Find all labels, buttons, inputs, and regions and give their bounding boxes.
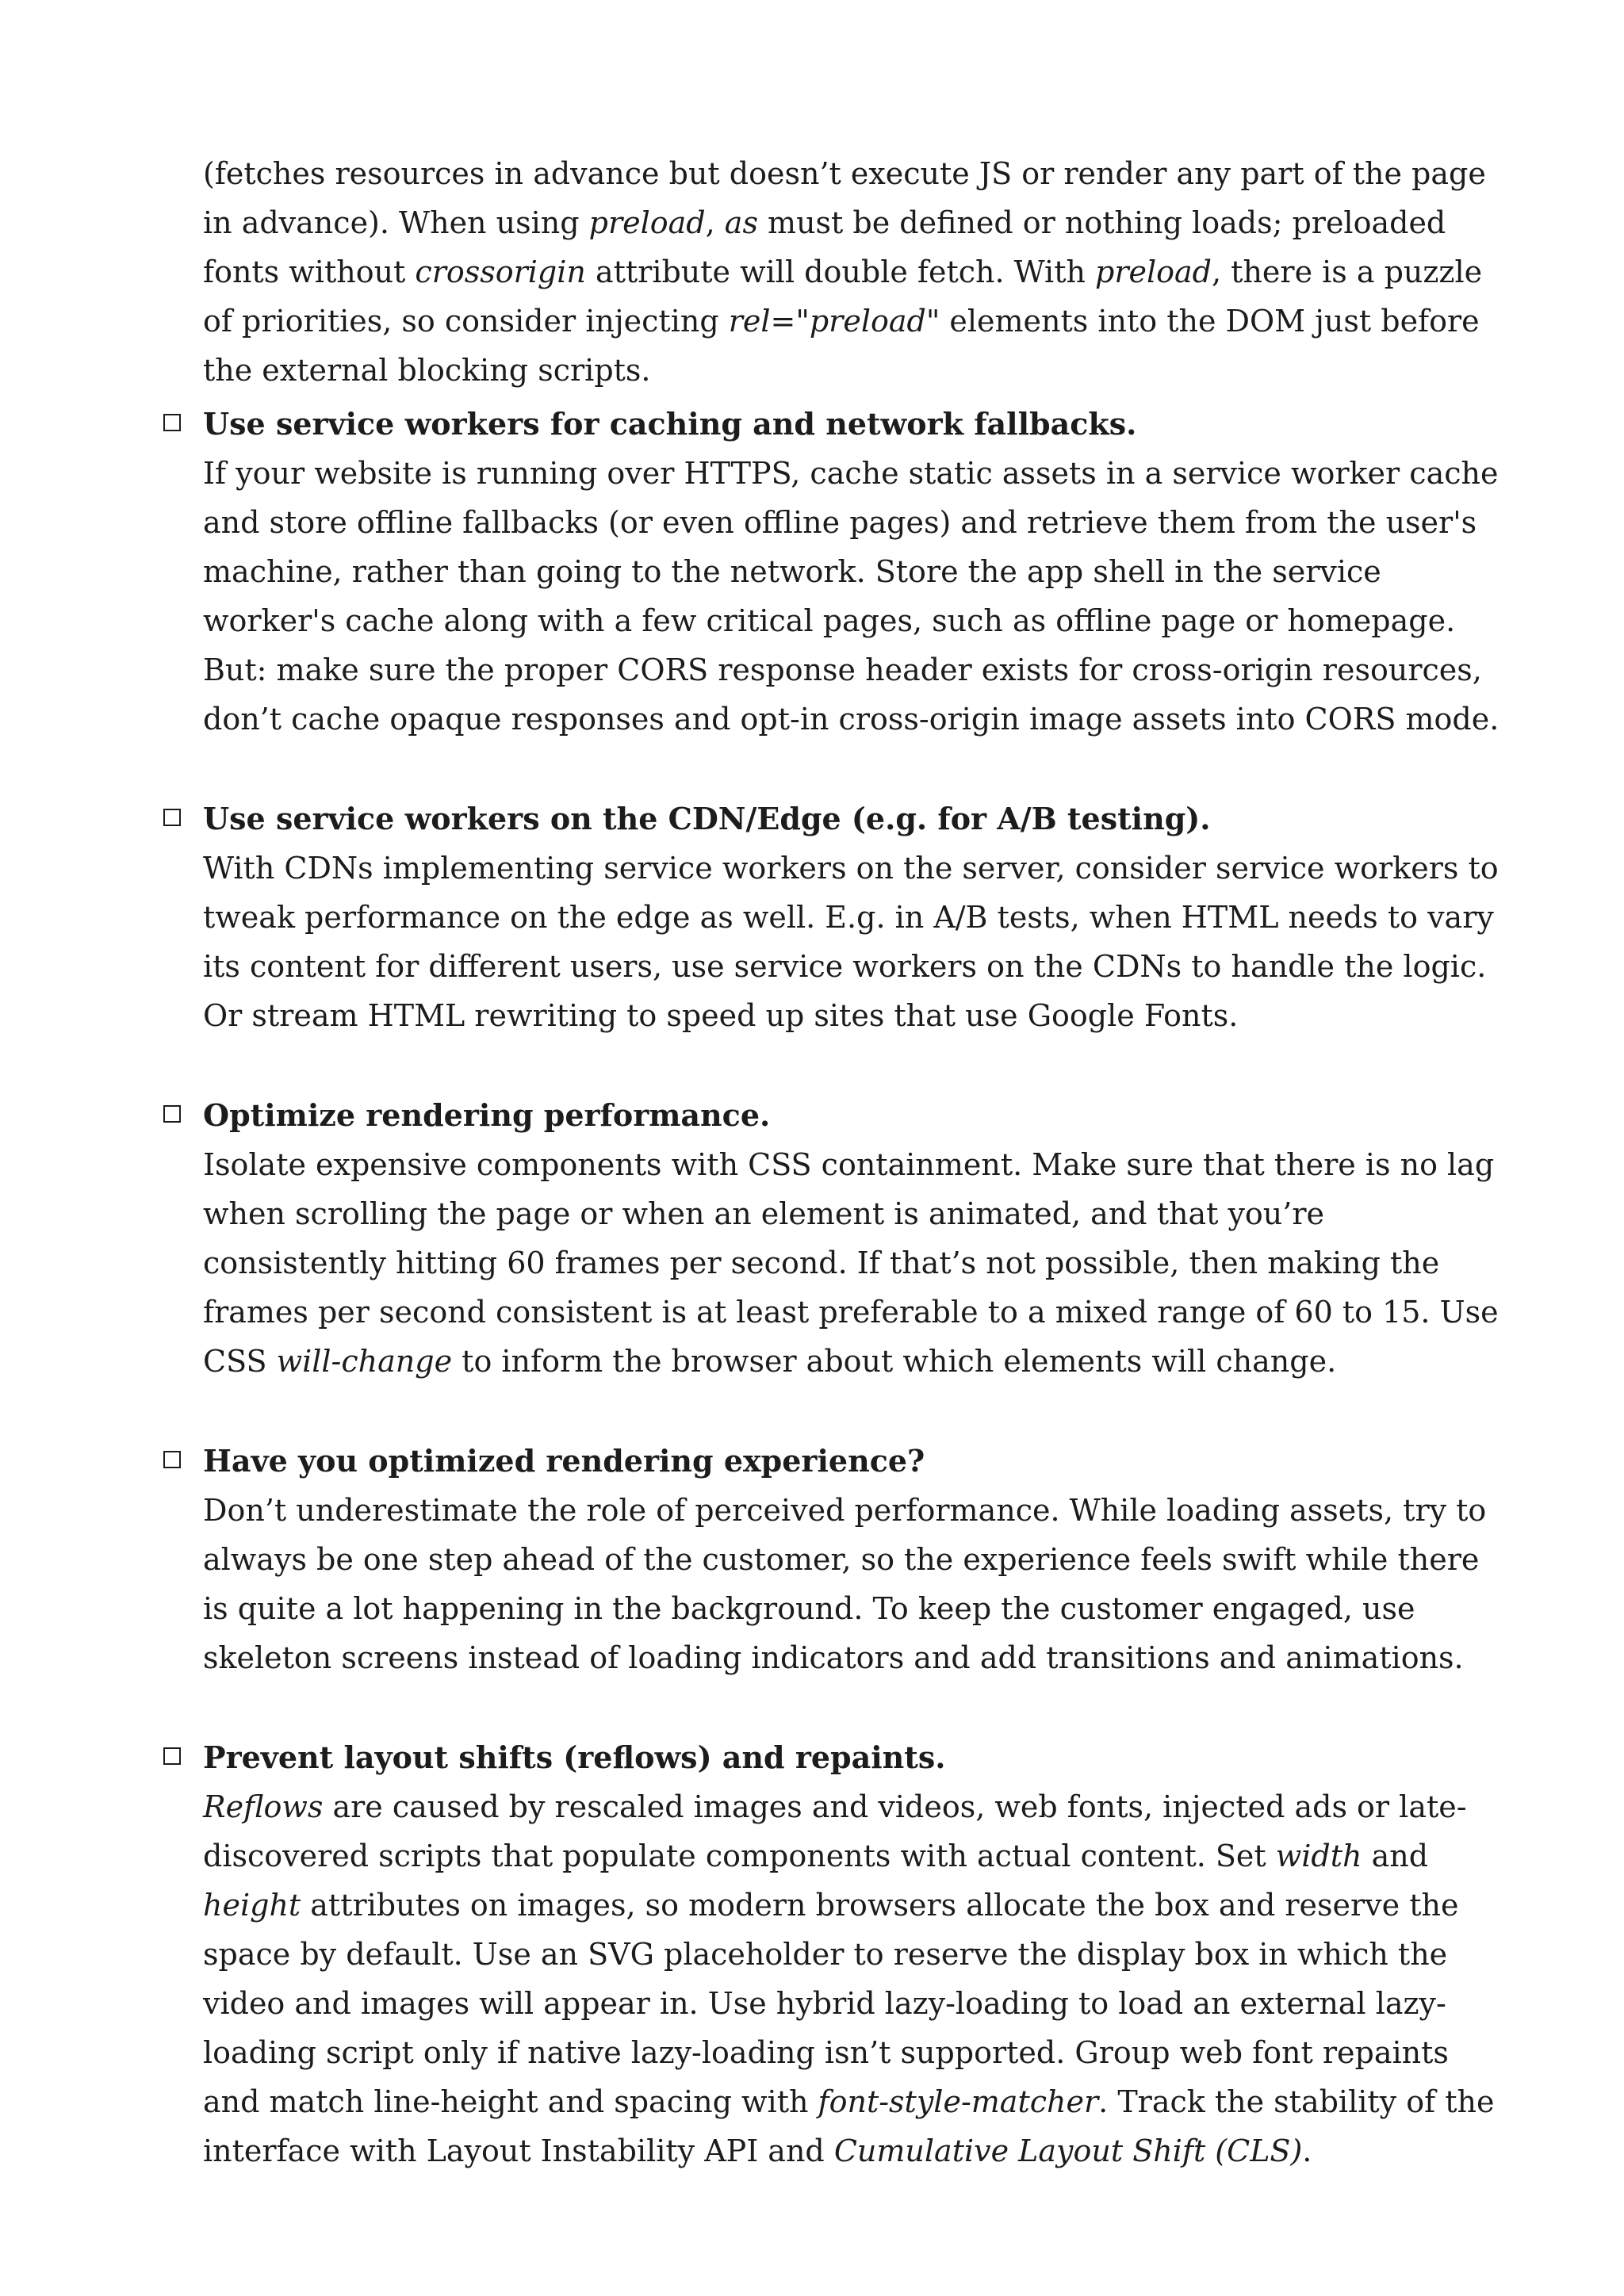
description-emphasis: font-style-matcher (818, 2084, 1099, 2119)
checklist-item-header (159, 1733, 1507, 1782)
description-text: and (1362, 1839, 1429, 1873)
description-text: to inform the browser about which elements will change. (452, 1344, 1337, 1379)
description-text: are caused by rescaled images and videos, web fonts, injected ads or late-discovered scripts that populate components with actual content. Set (203, 1789, 1467, 1873)
checklist-item-title: Use service workers on the CDN/Edge (e.g. for A/B testing). (203, 801, 1211, 836)
intro-emphasis: crossorigin (415, 254, 586, 289)
checklist-item-title: Prevent layout shifts (reflows) and repaints. (203, 1739, 946, 1775)
checklist-item-description: Don’t underestimate the role of perceived performance. While loading assets, try to always be one step ahead of the customer, so the experience feels swift while there is quite a lot happening in the background. To keep the customer engaged, use skeleton screens instead of loading indicators and add transitions and animations. (203, 1493, 1487, 1675)
intro-text: must be defined or nothing loads; preloaded fonts without (203, 205, 1446, 289)
checklist-item-rendering-experience (159, 1437, 1507, 1682)
intro-text: elements into the DOM just before the external blocking scripts. (203, 304, 1480, 388)
intro-text: , there is a puzzle of priorities, so consider injecting (203, 254, 1483, 339)
checklist-item-description: With CDNs implementing service workers on the server, consider service workers to tweak performance on the edge as well. E.g. in A/B tests, when HTML needs to vary its content for different users, use service workers on the CDNs to handle the logic. Or stream HTML rewriting to speed up sites that use Google Fonts. (203, 851, 1499, 1033)
description-text: . (1302, 2133, 1312, 2168)
intro-paragraph (203, 149, 1503, 395)
description-text: attributes on images, so modern browsers allocate the box and reserve the space by default. Use an SVG placeholder to reserve the display box in which the video and images will appear in. Use hybrid lazy-loading to load an external lazy-loading script only if native lazy-loading isn’t supported. Group web font repaints and match line-height and spacing with (203, 1888, 1459, 2119)
checklist-item-description: If your website is running over HTTPS, cache static assets in a service worker cache and store offline fallbacks (or even offline pages) and retrieve them from the user's machine, rather than going to the network. Store the app shell in the service worker's cache along with a few critical pages, such as offline page or homepage. But: make sure the proper CORS response header exists for cross-origin resources, don’t cache opaque responses and opt-in cross-origin image assets into CORS mode. (203, 456, 1500, 737)
checkbox[interactable] (163, 809, 181, 826)
checklist-item-header (159, 1091, 1507, 1140)
checkbox[interactable] (163, 1105, 181, 1123)
checklist-item-title: Use service workers for caching and network fallbacks. (203, 406, 1137, 442)
intro-text: (fetches resources in advance but doesn’t execute JS or render any part of the page in advance). When using (203, 156, 1486, 240)
intro-text: attribute will double fetch. With (585, 254, 1096, 289)
intro-emphasis: as (724, 205, 758, 240)
checklist-item-service-workers-cdn (159, 794, 1507, 1040)
description-text: . Track the stability of the interface with Layout Instability API and (203, 2084, 1495, 2168)
checkbox[interactable] (163, 1451, 181, 1468)
checklist-item-title: Have you optimized rendering experience? (203, 1443, 925, 1479)
intro-emphasis: preload (588, 205, 706, 240)
checklist-item-service-workers-caching (159, 400, 1507, 744)
checklist-item-header (159, 794, 1507, 844)
checklist-item-title: Optimize rendering performance. (203, 1097, 771, 1133)
checklist-item-layout-shifts (159, 1733, 1507, 2175)
description-emphasis: Reflows (203, 1789, 324, 1824)
description-emphasis: Cumulative Layout Shift (CLS) (833, 2133, 1303, 2168)
checklist-item-description (203, 1782, 1503, 2175)
description-text: Isolate expensive components with CSS containment. Make sure that there is no lag when scrolling the page or when an element is animated, and that you’re consistently hitting 60 frames per second. If that’s not possible, then making the frames per second consistent is at least preferable to a mixed range of 60 to 15. Use CSS (203, 1147, 1499, 1379)
intro-text: , (705, 205, 725, 240)
description-emphasis: will-change (276, 1344, 453, 1379)
checklist-item-header (159, 1437, 1507, 1486)
checklist-item-header (159, 400, 1507, 449)
description-emphasis: height (203, 1888, 301, 1923)
checklist-item-rendering-performance (159, 1091, 1507, 1386)
intro-emphasis: preload (1095, 254, 1212, 289)
checkbox[interactable] (163, 1747, 181, 1765)
intro-emphasis: rel="preload" (728, 304, 940, 339)
description-emphasis: width (1275, 1839, 1362, 1873)
checklist-item-description (203, 1140, 1503, 1386)
checkbox[interactable] (163, 414, 181, 431)
